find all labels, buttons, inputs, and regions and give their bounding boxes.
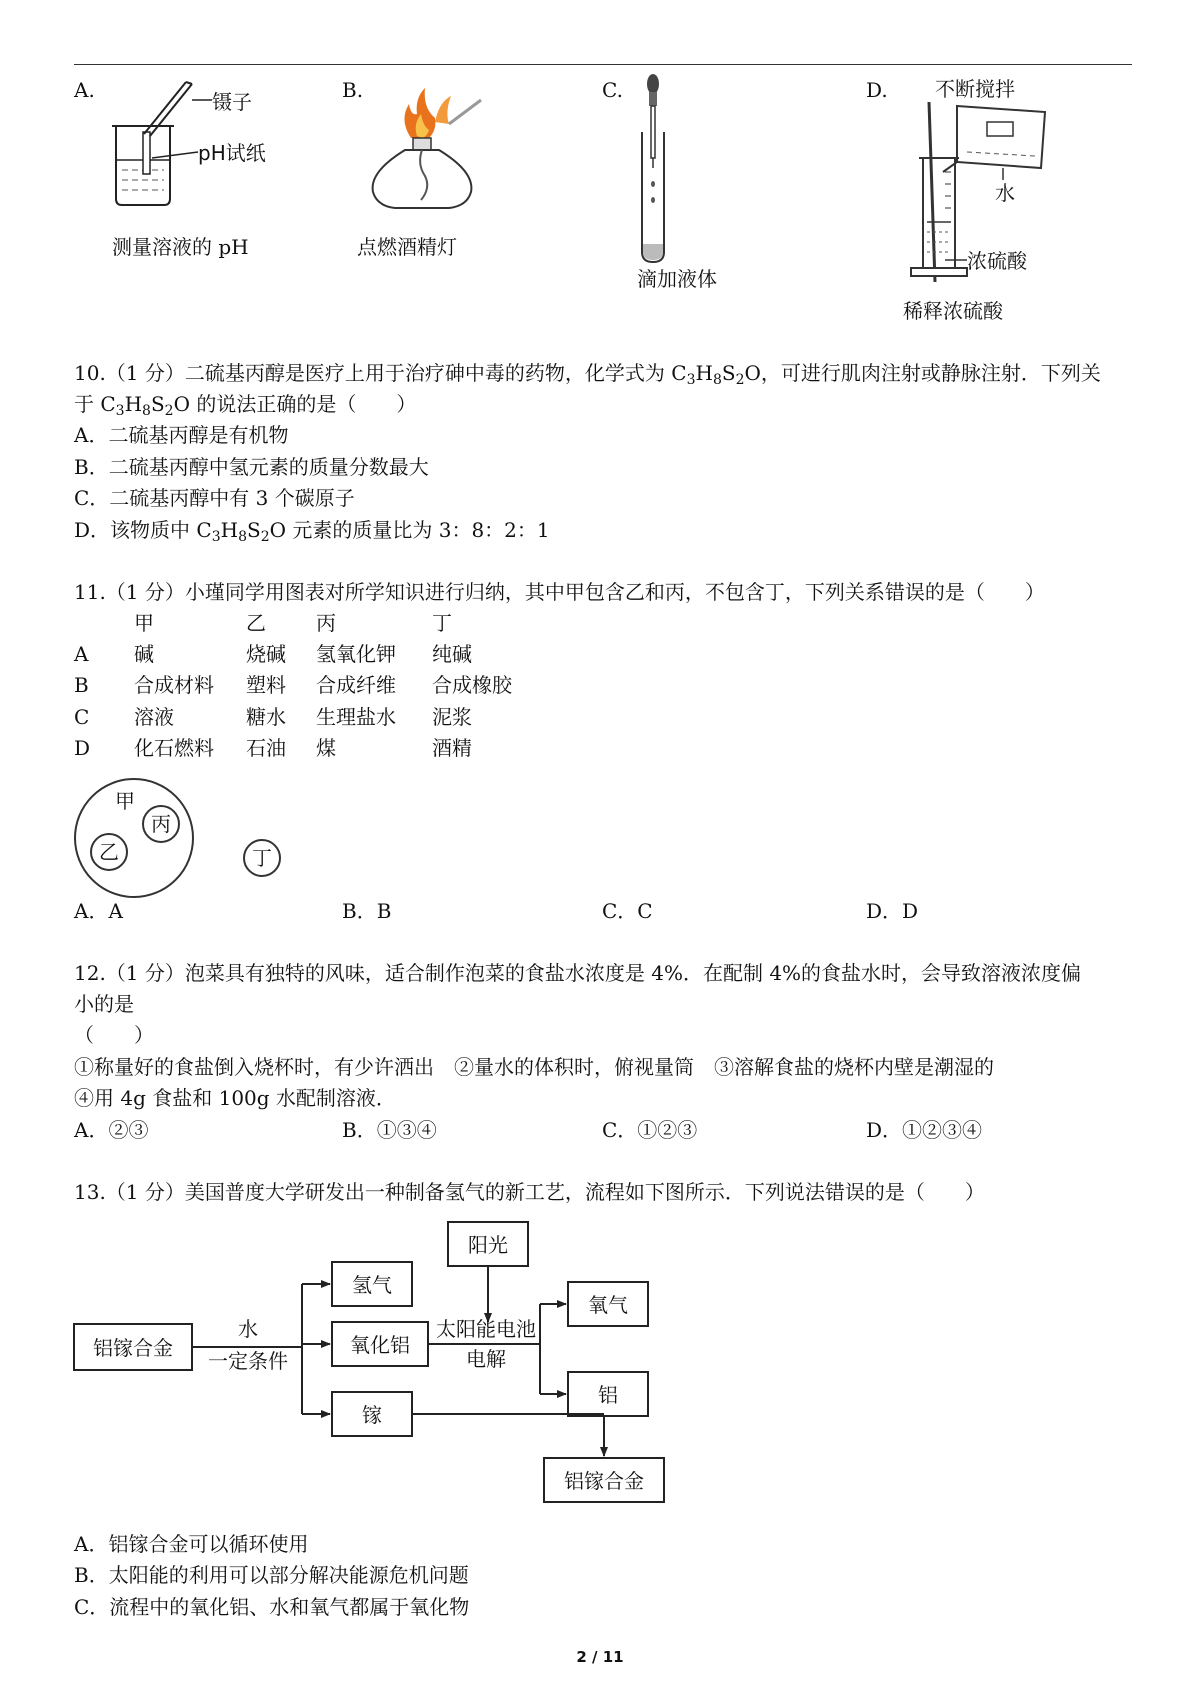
q9-option-a-letter[interactable]: A. bbox=[74, 78, 95, 102]
venn-label-ding: 丁 bbox=[252, 846, 272, 870]
q10-option-d[interactable]: D．该物质中 $C_3H_8S_2O$ 元素的质量比为 3：8：2：1 bbox=[74, 518, 550, 545]
flow-aluminum-label: 铝 bbox=[598, 1383, 618, 1407]
dilute-acid-figure bbox=[895, 72, 1095, 312]
q11-row-c-bing: 生理盐水 bbox=[316, 705, 396, 729]
q13-option-a[interactable]: A．铝镓合金可以循环使用 bbox=[74, 1532, 309, 1556]
flow-solar-top: 太阳能电池 bbox=[436, 1317, 536, 1341]
q11-row-d-yi: 石油 bbox=[246, 736, 286, 760]
flow-alumina-label: 氧化铝 bbox=[350, 1333, 410, 1357]
q11-row-d-ding: 酒精 bbox=[432, 736, 472, 760]
flow-start-label: 铝镓合金 bbox=[93, 1336, 173, 1360]
q9-option-c-letter[interactable]: C. bbox=[602, 78, 623, 102]
q12-option-b[interactable]: B．①③④ bbox=[342, 1118, 437, 1142]
q11-row-d-bing: 煤 bbox=[316, 736, 336, 760]
label-acid: 浓硫酸 bbox=[967, 249, 1027, 273]
q12-stem-line5: ④用 4g 食盐和 100g 水配制溶液． bbox=[74, 1086, 396, 1110]
venn-label-bing: 丙 bbox=[151, 812, 171, 836]
header-rule bbox=[74, 64, 1132, 65]
ph-test-figure bbox=[100, 74, 300, 224]
label-stir: 不断搅拌 bbox=[935, 77, 1015, 101]
q12-stem-line2: 小的是 bbox=[74, 992, 134, 1016]
caption-dilute: 稀释浓硫酸 bbox=[903, 299, 1003, 323]
dropper-figure bbox=[630, 72, 680, 272]
q9-option-b-letter[interactable]: B. bbox=[342, 78, 364, 102]
q12-stem-line1: 12.（1 分）泡菜具有独特的风味，适合制作泡菜的食盐水浓度是 4%．在配制 4%的食盐水时，会导致溶液浓度偏 bbox=[74, 961, 1082, 985]
q11-row-b-bing: 合成纤维 bbox=[316, 673, 396, 697]
q11-row-c-key: C bbox=[74, 705, 90, 729]
q11-row-a-key: A bbox=[74, 642, 89, 666]
q10-stem-line2: 于 $C_3H_8S_2O$ 的说法正确的是（ ） bbox=[74, 392, 417, 419]
q11-header-yi: 乙 bbox=[246, 611, 266, 635]
hydrogen-process-flowchart bbox=[70, 1218, 690, 1518]
q11-header-bing: 丙 bbox=[316, 611, 336, 635]
caption-lamp: 点燃酒精灯 bbox=[357, 235, 457, 259]
venn-diagram bbox=[74, 770, 294, 910]
q12-option-a[interactable]: A．②③ bbox=[74, 1118, 149, 1142]
venn-label-jia: 甲 bbox=[115, 789, 135, 813]
q10-option-b[interactable]: B．二硫基丙醇中氢元素的质量分数最大 bbox=[74, 455, 429, 479]
q13-option-b[interactable]: B．太阳能的利用可以部分解决能源危机问题 bbox=[74, 1563, 469, 1587]
q12-stem-line3: （ ） bbox=[74, 1023, 154, 1047]
flow-oxygen-label: 氧气 bbox=[588, 1293, 628, 1317]
flow-cond-bottom: 一定条件 bbox=[208, 1349, 288, 1373]
q11-option-a[interactable]: A．A bbox=[74, 899, 123, 923]
q11-row-b-yi: 塑料 bbox=[246, 673, 286, 697]
q11-row-a-yi: 烧碱 bbox=[246, 642, 286, 666]
q11-stem: 11.（1 分）小瑾同学用图表对所学知识进行归纳，其中甲包含乙和丙，不包含丁，下列关系错误的是（ ） bbox=[74, 580, 1045, 604]
q9-option-d-letter[interactable]: D. bbox=[866, 78, 888, 102]
q10-stem-line1: 10.（1 分）二硫基丙醇是医疗上用于治疗砷中毒的药物，化学式为 $C_3H_8S_2O$，可进行肌肉注射或静脉注射．下列关 bbox=[74, 361, 1101, 388]
q11-row-a-bing: 氢氧化钾 bbox=[316, 642, 396, 666]
q11-row-c-jia: 溶液 bbox=[134, 705, 174, 729]
flow-cond-top: 水 bbox=[238, 1317, 258, 1341]
label-ph-paper: pH试纸 bbox=[198, 141, 266, 165]
caption-dropper: 滴加液体 bbox=[637, 267, 717, 291]
flow-end-label: 铝镓合金 bbox=[564, 1469, 644, 1493]
q11-row-b-jia: 合成材料 bbox=[134, 673, 214, 697]
q12-stem-line4: ①称量好的食盐倒入烧杯时，有少许洒出 ②量水的体积时，俯视量筒 ③溶解食盐的烧杯内壁是潮湿的 bbox=[74, 1055, 994, 1079]
q11-option-c[interactable]: C．C bbox=[602, 899, 653, 923]
q13-option-c[interactable]: C．流程中的氧化铝、水和氧气都属于氧化物 bbox=[74, 1595, 470, 1619]
q11-option-b[interactable]: B．B bbox=[342, 899, 392, 923]
q11-option-d[interactable]: D．D bbox=[866, 899, 919, 923]
q12-option-d[interactable]: D．①②③④ bbox=[866, 1118, 983, 1142]
q11-row-b-ding: 合成橡胶 bbox=[432, 673, 512, 697]
alcohol-lamp-figure bbox=[365, 84, 495, 224]
q11-row-c-yi: 糖水 bbox=[246, 705, 286, 729]
label-tweezers: 镊子 bbox=[212, 90, 252, 114]
q10-option-a[interactable]: A．二硫基丙醇是有机物 bbox=[74, 423, 289, 447]
flow-hydrogen-label: 氢气 bbox=[352, 1273, 392, 1297]
label-water: 水 bbox=[995, 181, 1015, 205]
q13-stem: 13.（1 分）美国普度大学研发出一种制备氢气的新工艺，流程如下图所示．下列说法错误的是（ ） bbox=[74, 1180, 985, 1204]
q11-row-a-ding: 纯碱 bbox=[432, 642, 472, 666]
q11-row-c-ding: 泥浆 bbox=[432, 705, 472, 729]
q12-option-c[interactable]: C．①②③ bbox=[602, 1118, 698, 1142]
q11-row-b-key: B bbox=[74, 673, 89, 697]
q11-row-a-jia: 碱 bbox=[134, 642, 154, 666]
q11-header-ding: 丁 bbox=[432, 611, 452, 635]
caption-ph-test: 测量溶液的 pH bbox=[112, 235, 249, 259]
flow-solar-bottom: 电解 bbox=[466, 1347, 506, 1371]
flow-sunlight-label: 阳光 bbox=[468, 1233, 508, 1257]
venn-label-yi: 乙 bbox=[99, 840, 119, 864]
page-number: 2 / 11 bbox=[576, 1648, 624, 1666]
q11-header-jia: 甲 bbox=[134, 611, 154, 635]
q11-row-d-jia: 化石燃料 bbox=[134, 736, 214, 760]
q10-option-c[interactable]: C．二硫基丙醇中有 3 个碳原子 bbox=[74, 486, 355, 510]
q11-row-d-key: D bbox=[74, 736, 91, 760]
flow-gallium-label: 镓 bbox=[362, 1403, 382, 1427]
